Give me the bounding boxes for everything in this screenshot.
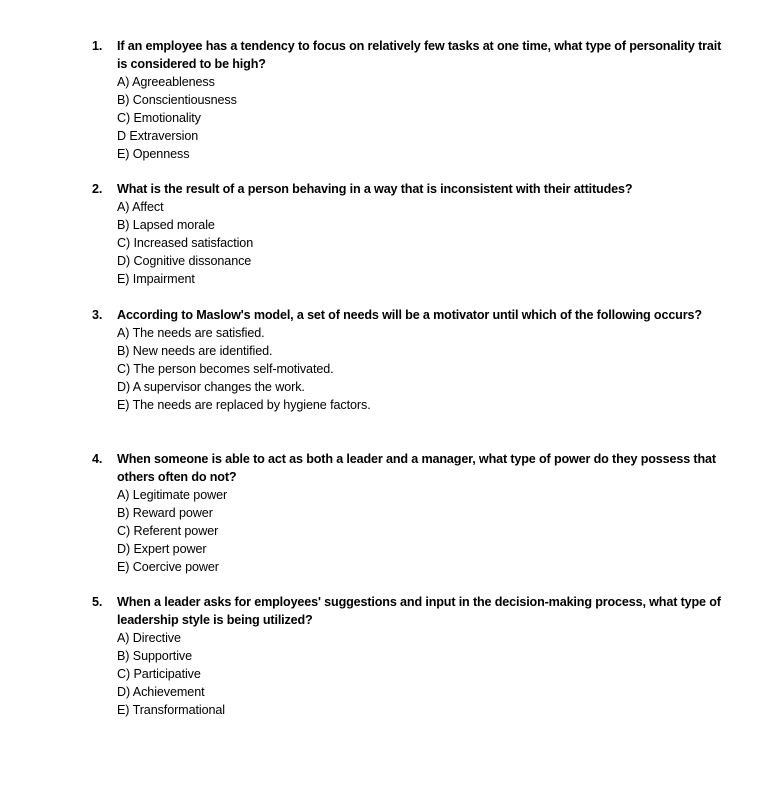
answer-option-b: B) Supportive: [117, 649, 193, 663]
answer-option-b: B) Conscientiousness: [117, 93, 237, 107]
answer-option-c: C) Participative: [117, 667, 201, 681]
question-number: 4.: [92, 452, 103, 466]
answer-option-c: C) The person becomes self-motivated.: [117, 362, 334, 376]
answer-option-e: E) Impairment: [117, 272, 195, 286]
answer-option-a: A) Affect: [117, 200, 164, 214]
question-header: [92, 37, 732, 73]
answer-option-a: A) Agreeableness: [117, 75, 215, 89]
question-2: [92, 180, 732, 288]
answer-option-e: E) The needs are replaced by hygiene factors.: [117, 398, 371, 412]
question-number: 5.: [92, 595, 103, 609]
question-number: 2.: [92, 182, 103, 196]
answer-options: [92, 486, 732, 576]
question-text: According to Maslow's model, a set of needs will be a motivator until which of the following occurs?: [117, 308, 702, 322]
answer-options: [92, 73, 732, 163]
question-header: [92, 306, 732, 324]
question-number: 3.: [92, 308, 103, 322]
answer-options: [92, 198, 732, 288]
answer-option-d: D) Cognitive dissonance: [117, 254, 252, 268]
answer-option-b: B) Lapsed morale: [117, 218, 215, 232]
answer-option-e: E) Coercive power: [117, 560, 219, 574]
answer-option-e: E) Transformational: [117, 703, 225, 717]
question-3: [92, 306, 732, 414]
question-text: What is the result of a person behaving in a way that is inconsistent with their attitudes?: [117, 182, 633, 196]
answer-options: [92, 324, 732, 414]
answer-option-a: A) The needs are satisfied.: [117, 326, 265, 340]
answer-option-c: C) Emotionality: [117, 111, 201, 125]
question-header: [92, 593, 732, 629]
answer-option-b: B) New needs are identified.: [117, 344, 273, 358]
question-number: 1.: [92, 39, 103, 53]
answer-option-e: E) Openness: [117, 147, 190, 161]
answer-option-b: B) Reward power: [117, 506, 213, 520]
answer-option-a: A) Directive: [117, 631, 181, 645]
answer-option-d: D) Achievement: [117, 685, 205, 699]
question-1: [92, 37, 732, 163]
question-5: [92, 593, 732, 719]
answer-option-d: D) Expert power: [117, 542, 207, 556]
answer-option-a: A) Legitimate power: [117, 488, 228, 502]
question-text: When a leader asks for employees' suggestions and input in the decision-making process, what type of leadership style is being utilized?: [117, 595, 721, 627]
question-header: [92, 450, 732, 486]
answer-option-d: D Extraversion: [117, 129, 199, 143]
answer-options: [92, 629, 732, 719]
answer-option-c: C) Increased satisfaction: [117, 236, 254, 250]
answer-option-d: D) A supervisor changes the work.: [117, 380, 305, 394]
question-4: [92, 450, 732, 576]
question-header: [92, 180, 732, 198]
question-text: When someone is able to act as both a leader and a manager, what type of power do they possess that others often do not?: [117, 452, 716, 484]
question-text: If an employee has a tendency to focus on relatively few tasks at one time, what type of personality trait is considered to be high?: [117, 39, 722, 71]
answer-option-c: C) Referent power: [117, 524, 219, 538]
